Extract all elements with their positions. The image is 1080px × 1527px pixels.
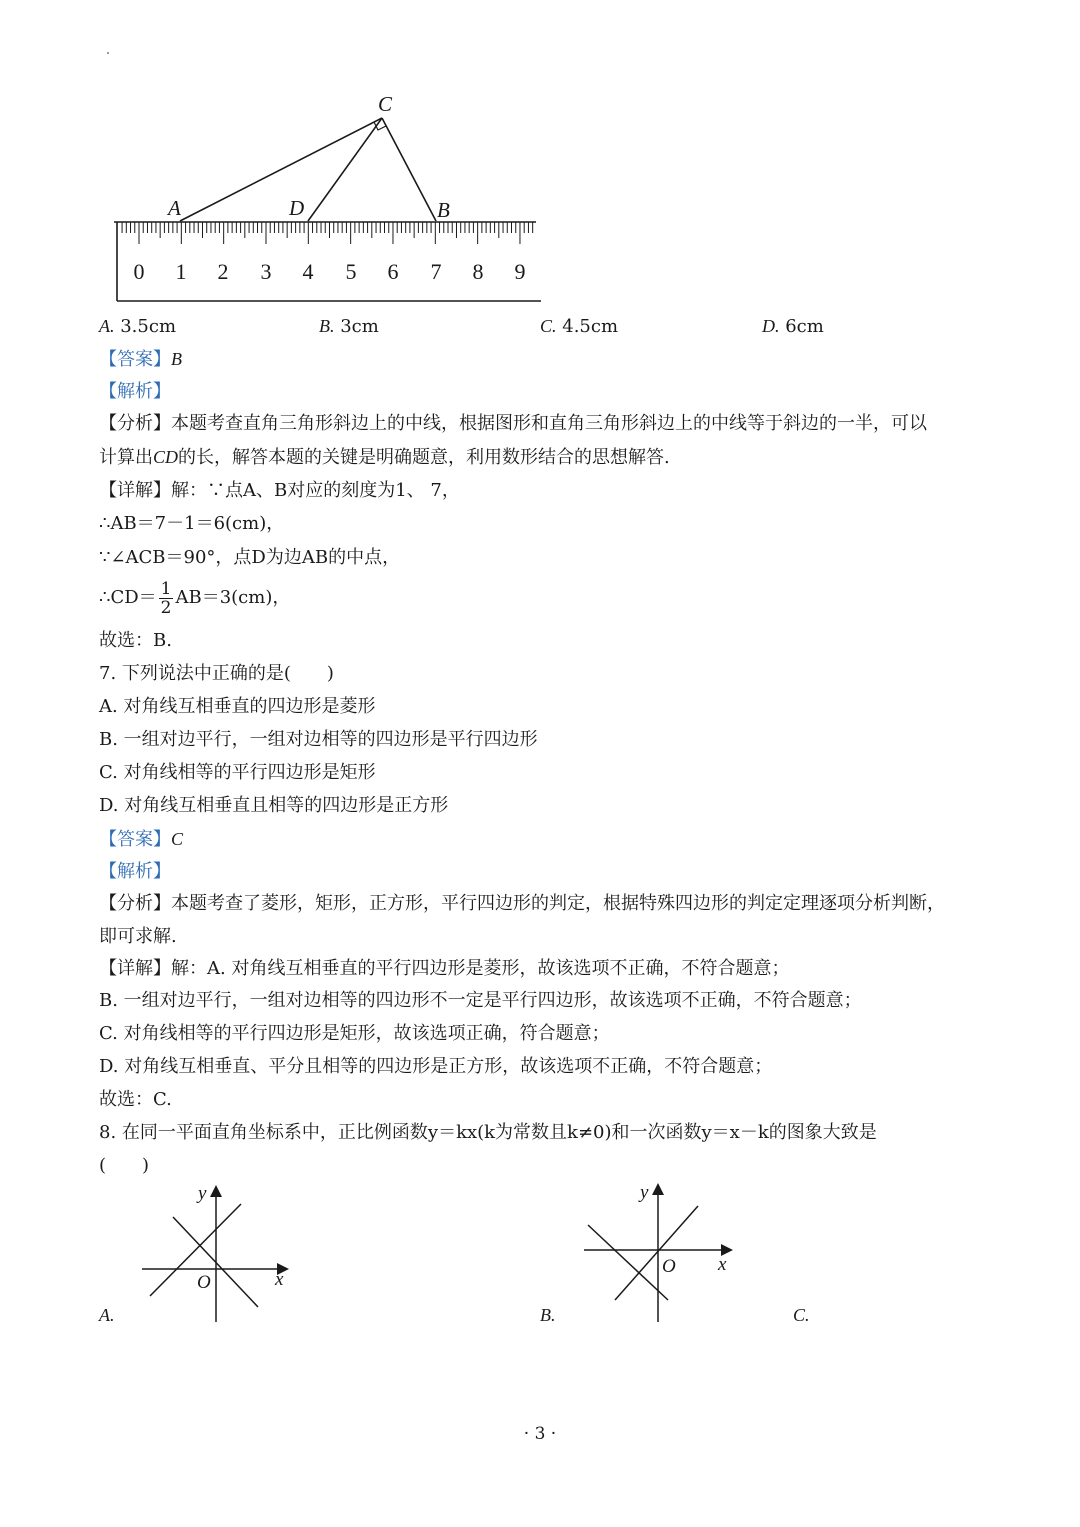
q7-detail-d: D. 对角线互相垂直、平分且相等的四边形是正方形，故该选项不正确，不符合题意；	[99, 1056, 773, 1077]
q8-option-a: A.	[99, 1305, 115, 1325]
q8-graph-b	[580, 1180, 740, 1325]
ruler-number: 6	[387, 259, 399, 284]
q8-option-c: C.	[793, 1305, 810, 1325]
q7-detail-b: B. 一组对边平行，一组对边相等的四边形不一定是平行四边形，故该选项不正确，不符合题意；	[99, 990, 862, 1011]
ruler-number: 8	[472, 259, 484, 284]
ruler-triangle-figure	[110, 88, 550, 308]
q6-fenxi-line1: 【分析】本题考查直角三角形斜边上的中线，根据图形和直角三角形斜边上的中线等于斜边的一半，可以	[99, 413, 927, 434]
label-a: A	[168, 196, 181, 220]
q7-stem: 7. 下列说法中正确的是( )	[99, 663, 334, 684]
q7-detail-a: 【详解】解：A. 对角线互相垂直的平行四边形是菱形，故该选项不正确，不符合题意；	[99, 958, 790, 979]
q6-answer: 【答案】B	[99, 349, 182, 370]
q7-fenxi-line1: 【分析】本题考查了菱形，矩形，正方形，平行四边形的判定，根据特殊四边形的判定定理逐项分析判断，	[99, 893, 945, 914]
label-d: D	[289, 196, 305, 220]
origin-label: O	[662, 1256, 676, 1277]
q6-option-b-text: 3cm	[340, 316, 379, 337]
ruler-number: 4	[302, 259, 314, 284]
q8-paren: ( )	[99, 1155, 150, 1176]
ruler-number: 9	[514, 259, 526, 284]
q6-choose: 故选：B.	[99, 630, 172, 651]
segment-ac	[180, 118, 382, 221]
fraction-one-half: $\frac{1}{2}$	[160, 578, 172, 618]
ruler-number: 0	[133, 259, 145, 284]
q7-fenxi-line2: 即可求解.	[99, 926, 177, 947]
line-two	[150, 1204, 241, 1296]
x-label: x	[275, 1269, 284, 1290]
q6-detail-line4: ∴CD＝ $\frac{1}{2}$ AB＝3(cm)，	[99, 578, 291, 618]
ruler-number: 3	[260, 259, 272, 284]
y-label: y	[640, 1182, 649, 1203]
segment-cb	[382, 118, 436, 221]
page-number: · 3 ·	[523, 1424, 557, 1444]
q6-option-a-text: 3.5cm	[120, 316, 177, 337]
ruler-number: 2	[217, 259, 229, 284]
line-one	[588, 1225, 668, 1300]
label-b: B	[437, 198, 450, 222]
q7-answer: 【答案】C	[99, 829, 184, 850]
q6-option-d: D. 6cm	[762, 316, 824, 337]
q7-option-c: C. 对角线相等的平行四边形是矩形	[99, 762, 376, 783]
q6-detail-line1: 【详解】解：∵点A、B对应的刻度为1、 7，	[99, 480, 460, 501]
label-c: C	[378, 92, 393, 116]
q8-graph-a	[138, 1182, 298, 1327]
scan-dot	[107, 52, 109, 54]
origin-label: O	[197, 1272, 211, 1293]
q6-detail-line3: ∵∠ACB＝90°，点D为边AB的中点，	[99, 547, 401, 568]
q6-option-c: C. 4.5cm	[540, 316, 619, 337]
q7-detail-c: C. 对角线相等的平行四边形是矩形，故该选项正确，符合题意；	[99, 1023, 610, 1044]
q6-option-a: A. 3.5cm	[99, 316, 177, 337]
q7-choose: 故选：C.	[99, 1089, 172, 1110]
ruler-number: 7	[430, 259, 442, 284]
q6-detail-line2: ∴AB＝7－1＝6(cm)，	[99, 513, 285, 534]
q6-fenxi-line2: 计算出CD的长，解答本题的关键是明确题意，利用数形结合的思想解答.	[99, 447, 670, 468]
q8-option-b: B.	[540, 1305, 556, 1325]
q6-option-c-text: 4.5cm	[562, 316, 619, 337]
line-two	[615, 1206, 698, 1300]
q6-analysis-tag: 【解析】	[99, 381, 171, 402]
x-label: x	[718, 1254, 727, 1275]
q6-option-b: B. 3cm	[319, 316, 379, 337]
q7-option-b: B. 一组对边平行，一组对边相等的四边形是平行四边形	[99, 729, 538, 750]
q7-option-d: D. 对角线互相垂直且相等的四边形是正方形	[99, 795, 449, 816]
y-label: y	[198, 1183, 207, 1204]
q6-option-d-text: 6cm	[785, 316, 824, 337]
ruler-number: 1	[175, 259, 187, 284]
q8-stem: 8. 在同一平面直角坐标系中，正比例函数y＝kx(k为常数且k≠0)和一次函数y＝x－k的图象大致是	[99, 1122, 877, 1143]
segment-cd	[308, 118, 382, 221]
q7-option-a: A. 对角线互相垂直的四边形是菱形	[99, 696, 376, 717]
q7-analysis-tag: 【解析】	[99, 861, 171, 882]
ruler-number: 5	[345, 259, 357, 284]
